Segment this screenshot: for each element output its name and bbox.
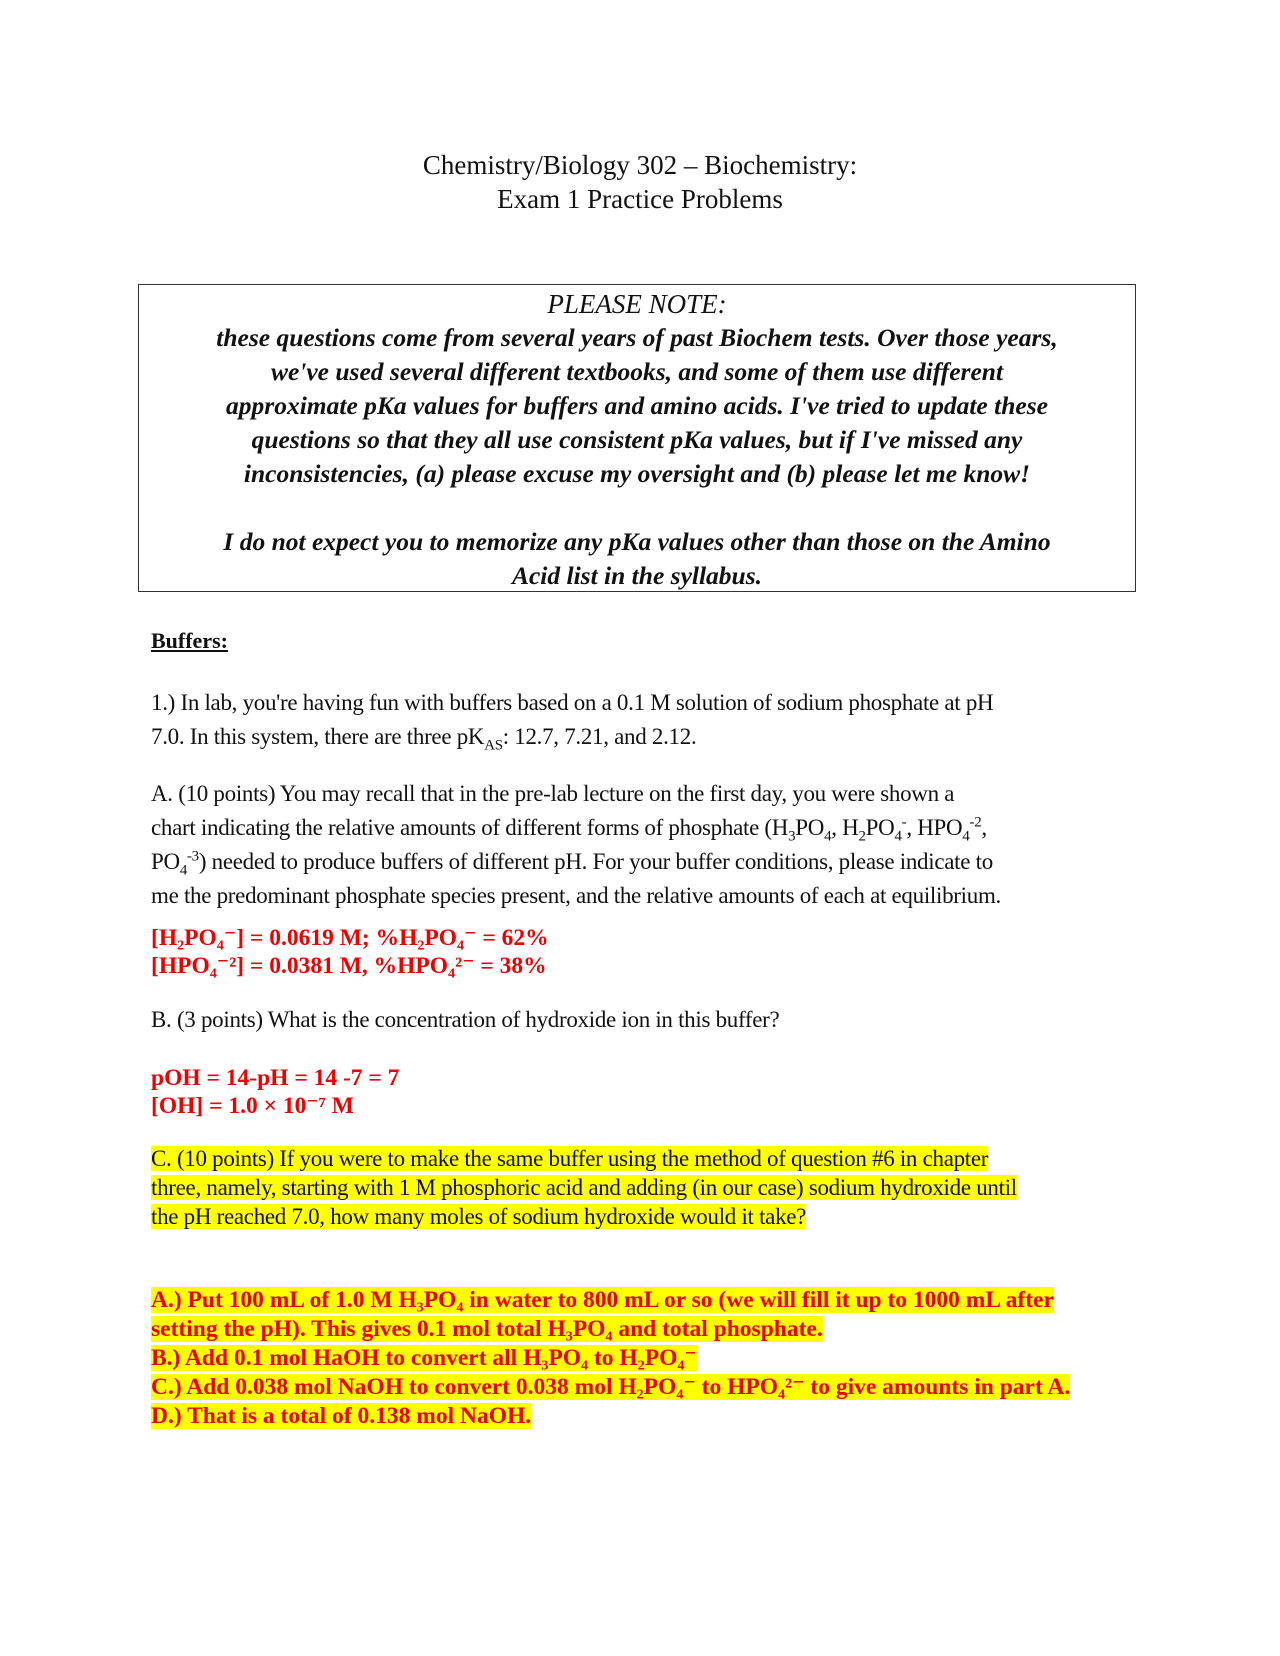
note-line-4: questions so that they all use consistent pKa values, but if I've missed any bbox=[251, 425, 1023, 454]
q1-line-2 bbox=[151, 720, 1141, 754]
part-a-text: ) needed to produce buffers of different pH. For your buffer conditions, please indicate to bbox=[198, 849, 993, 874]
part-c-question bbox=[151, 1144, 1141, 1231]
part-a-line-4: me the predominant phosphate species present, and the relative amounts of each at equilibrium. bbox=[151, 883, 1001, 908]
part-b-answer bbox=[151, 1064, 1141, 1120]
part-c-answer bbox=[151, 1286, 1141, 1431]
formula-text: , HPO bbox=[906, 815, 963, 840]
note-line-3: approximate pKa values for buffers and amino acids. I've tried to update these bbox=[226, 391, 1048, 420]
superscript: - bbox=[901, 814, 907, 831]
part-c-line-2: three, namely, starting with 1 M phosphoric acid and adding (in our case) sodium hydroxide until bbox=[151, 1175, 1017, 1200]
page-title bbox=[0, 148, 1280, 216]
part-c-answer-row-1 bbox=[151, 1286, 1141, 1315]
note-line-2: we've used several different textbooks, and some of them use different bbox=[270, 357, 1004, 386]
part-a-question bbox=[151, 777, 1141, 913]
title-line-2: Exam 1 Practice Problems bbox=[497, 184, 783, 214]
superscript: -3 bbox=[186, 848, 199, 865]
part-c-line-1: C. (10 points) If you were to make the same buffer using the method of question #6 in chapter bbox=[151, 1146, 989, 1171]
part-c-answer-row-4 bbox=[151, 1373, 1141, 1402]
part-c-answer-line-4: C.) Add 0.038 mol NaOH to convert 0.038 mol H₂PO₄⁻ to HPO₄²⁻ to give amounts in part A. bbox=[151, 1374, 1071, 1400]
part-c-answer-line-1: A.) Put 100 mL of 1.0 M H₃PO₄ in water to 800 mL or so (we will fill it up to 1000 mL after bbox=[151, 1287, 1054, 1313]
note-spacer bbox=[139, 491, 1135, 525]
formula-text: PO bbox=[795, 815, 825, 840]
part-c-answer-row-5 bbox=[151, 1402, 1141, 1431]
formula-text: PO bbox=[865, 815, 895, 840]
part-c-answer-line-3: B.) Add 0.1 mol HaOH to convert all H₃PO₄ to H₂PO₄⁻ bbox=[151, 1345, 697, 1371]
part-a-line-2 bbox=[151, 811, 1141, 845]
part-a-answer bbox=[151, 924, 1141, 980]
question-1 bbox=[151, 686, 1141, 754]
formula-text: , H bbox=[831, 815, 859, 840]
part-a-answer-line-1: [H₂PO₄⁻] = 0.0619 M; %H₂PO₄⁻ = 62% bbox=[151, 925, 549, 951]
q1-line-1: 1.) In lab, you're having fun with buffers based on a 0.1 M solution of sodium phosphate at pH bbox=[151, 690, 994, 715]
note-heading: PLEASE NOTE: bbox=[547, 289, 727, 319]
q1-subscript: AS bbox=[484, 737, 503, 754]
note-line-6: I do not expect you to memorize any pKa values other than those on the Amino bbox=[223, 527, 1051, 556]
subscript: 4 bbox=[962, 828, 970, 845]
q1-text: 7.0. In this system, there are three pK bbox=[151, 724, 485, 749]
please-note-box bbox=[138, 284, 1136, 592]
part-a-line-3 bbox=[151, 845, 1141, 879]
part-c-answer-row-2 bbox=[151, 1315, 1141, 1344]
superscript: -2 bbox=[969, 814, 982, 831]
part-c-answer-line-5: D.) That is a total of 0.138 mol NaOH. bbox=[151, 1403, 532, 1429]
title-line-1: Chemistry/Biology 302 – Biochemistry: bbox=[422, 150, 858, 180]
subscript: 4 bbox=[894, 828, 902, 845]
note-line-7: Acid list in the syllabus. bbox=[511, 561, 763, 590]
section-heading-buffers: Buffers: bbox=[151, 628, 228, 653]
part-b-answer-line-1: pOH = 14-pH = 14 -7 = 7 bbox=[151, 1065, 400, 1091]
subscript: 3 bbox=[788, 828, 796, 845]
note-line-5: inconsistencies, (a) please excuse my oversight and (b) please let me know! bbox=[243, 459, 1031, 488]
formula-text: , bbox=[981, 815, 987, 840]
subscript: 2 bbox=[858, 828, 866, 845]
formula-text: PO bbox=[151, 849, 180, 874]
note-line-1: these questions come from several years of past Biochem tests. Over those years, bbox=[216, 323, 1058, 352]
part-a-text: chart indicating the relative amounts of different forms of phosphate (H bbox=[151, 815, 789, 840]
part-c-line-2-row bbox=[151, 1173, 1141, 1202]
subscript: 4 bbox=[824, 828, 832, 845]
part-b-answer-line-2: [OH] = 1.0 × 10⁻⁷ M bbox=[151, 1093, 354, 1119]
part-b-question: B. (3 points) What is the concentration of hydroxide ion in this buffer? bbox=[151, 1007, 780, 1032]
part-c-answer-line-2: setting the pH). This gives 0.1 mol total H₃PO₄ and total phosphate. bbox=[151, 1316, 823, 1342]
subscript: 4 bbox=[179, 862, 187, 879]
part-a-line-1: A. (10 points) You may recall that in the pre-lab lecture on the first day, you were shown a bbox=[151, 781, 955, 806]
part-a-answer-line-2: [HPO₄⁻²] = 0.0381 M, %HPO₄²⁻ = 38% bbox=[151, 953, 547, 979]
q1-pka-values: : 12.7, 7.21, and 2.12. bbox=[502, 724, 697, 749]
part-c-answer-row-3 bbox=[151, 1344, 1141, 1373]
part-c-line-3: the pH reached 7.0, how many moles of sodium hydroxide would it take? bbox=[151, 1204, 807, 1229]
part-c-line-3-row bbox=[151, 1202, 1141, 1231]
part-c-line-1-row bbox=[151, 1144, 1141, 1173]
